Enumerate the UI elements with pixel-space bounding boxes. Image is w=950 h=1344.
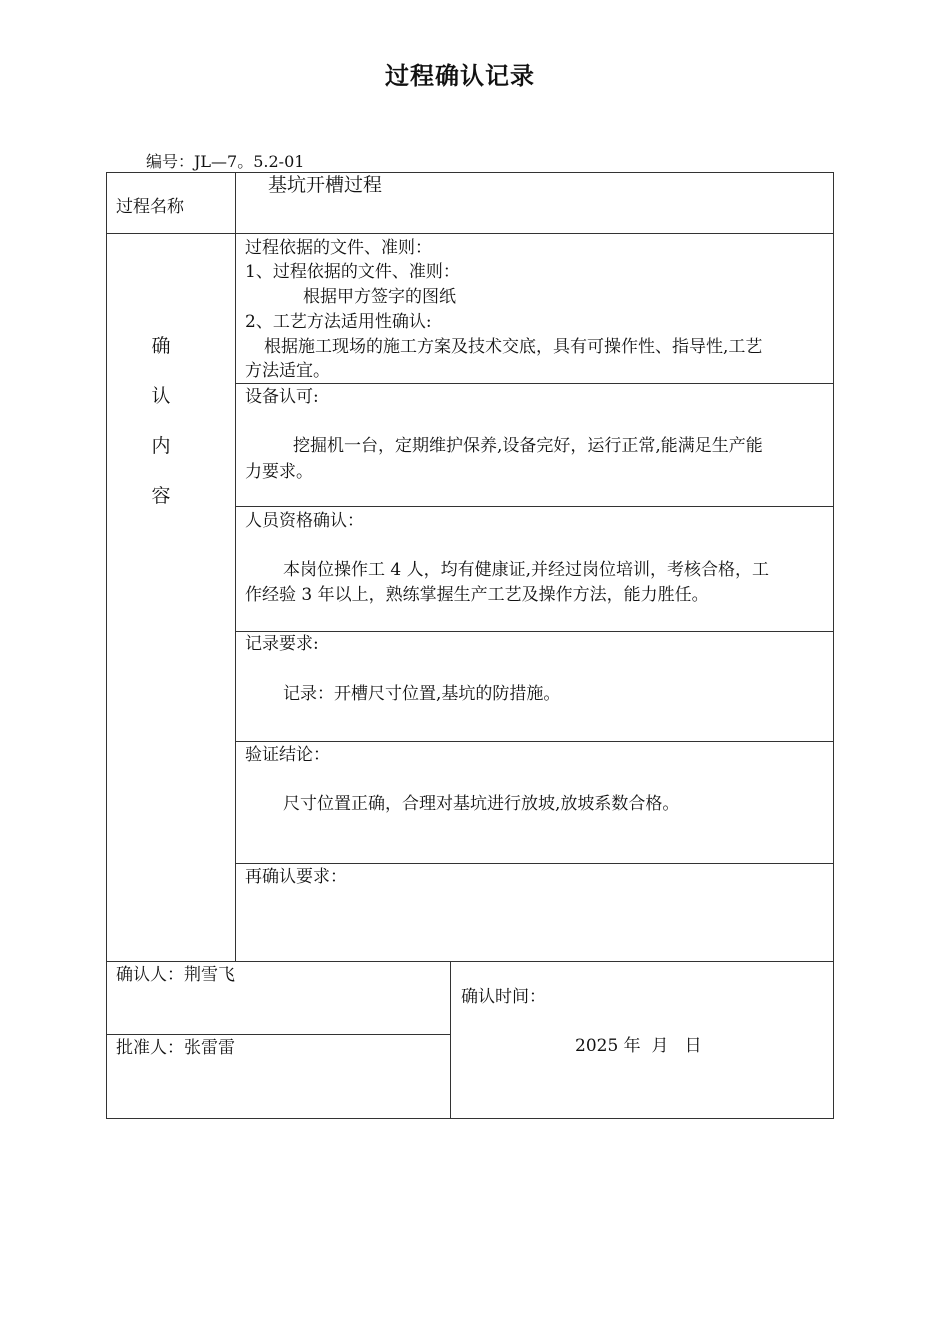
conclusion-heading: 验证结论： xyxy=(245,745,330,765)
row-divider xyxy=(235,506,834,507)
personnel-heading: 人员资格确认： xyxy=(245,511,364,531)
record-heading: 记录要求: xyxy=(245,634,319,654)
row-divider xyxy=(235,863,834,864)
row-divider xyxy=(106,1034,451,1035)
equipment-text: 力要求。 xyxy=(245,462,313,482)
row-divider xyxy=(106,233,834,234)
confirm-time-label: 确认时间： xyxy=(461,987,546,1007)
equipment-heading: 设备认可: xyxy=(245,387,319,407)
confirmer: 确认人：荆雪飞 xyxy=(116,965,235,985)
personnel-text: 本岗位操作工 4 人，均有健康证,并经过岗位培训，考核合格，工 xyxy=(283,560,770,580)
row-divider xyxy=(106,961,834,962)
conclusion-text: 尺寸位置正确，合理对基坑进行放坡,放坡系数合格。 xyxy=(283,794,680,814)
process-name-value: 基坑开槽过程 xyxy=(268,174,383,196)
confirm-content-char: 内 xyxy=(151,435,171,457)
confirm-date: 2025 年 月 日 xyxy=(575,1036,702,1056)
basis-item-1: 1、过程依据的文件、准则： xyxy=(245,262,460,282)
confirm-content-char: 确 xyxy=(151,335,171,357)
approver: 批准人：张雷雷 xyxy=(116,1038,235,1058)
column-divider xyxy=(235,172,236,962)
page-title: 过程确认记录 xyxy=(385,62,535,90)
basis-item-2-text: 方法适宜。 xyxy=(245,361,330,381)
column-divider xyxy=(450,961,451,1119)
record-text: 记录：开槽尺寸位置,基坑的防措施。 xyxy=(283,684,561,704)
confirm-content-char: 容 xyxy=(151,485,171,507)
row-divider xyxy=(235,741,834,742)
basis-item-1-text: 根据甲方签字的图纸 xyxy=(303,287,456,307)
basis-item-2-text: 根据施工现场的施工方案及技术交底，具有可操作性、指导性,工艺 xyxy=(264,337,763,357)
reconfirm-heading: 再确认要求： xyxy=(245,867,347,887)
equipment-text: 挖掘机一台，定期维护保养,设备完好，运行正常,能满足生产能 xyxy=(293,436,763,456)
process-name-label: 过程名称 xyxy=(116,197,184,217)
basis-item-2: 2、工艺方法适用性确认: xyxy=(245,312,432,332)
row-divider xyxy=(235,631,834,632)
confirm-content-char: 认 xyxy=(151,385,171,407)
basis-heading: 过程依据的文件、准则： xyxy=(245,238,432,258)
document-number: 编号：JL—7。5.2-01 xyxy=(146,152,305,171)
personnel-text: 作经验 3 年以上，熟练掌握生产工艺及操作方法，能力胜任。 xyxy=(245,585,709,605)
